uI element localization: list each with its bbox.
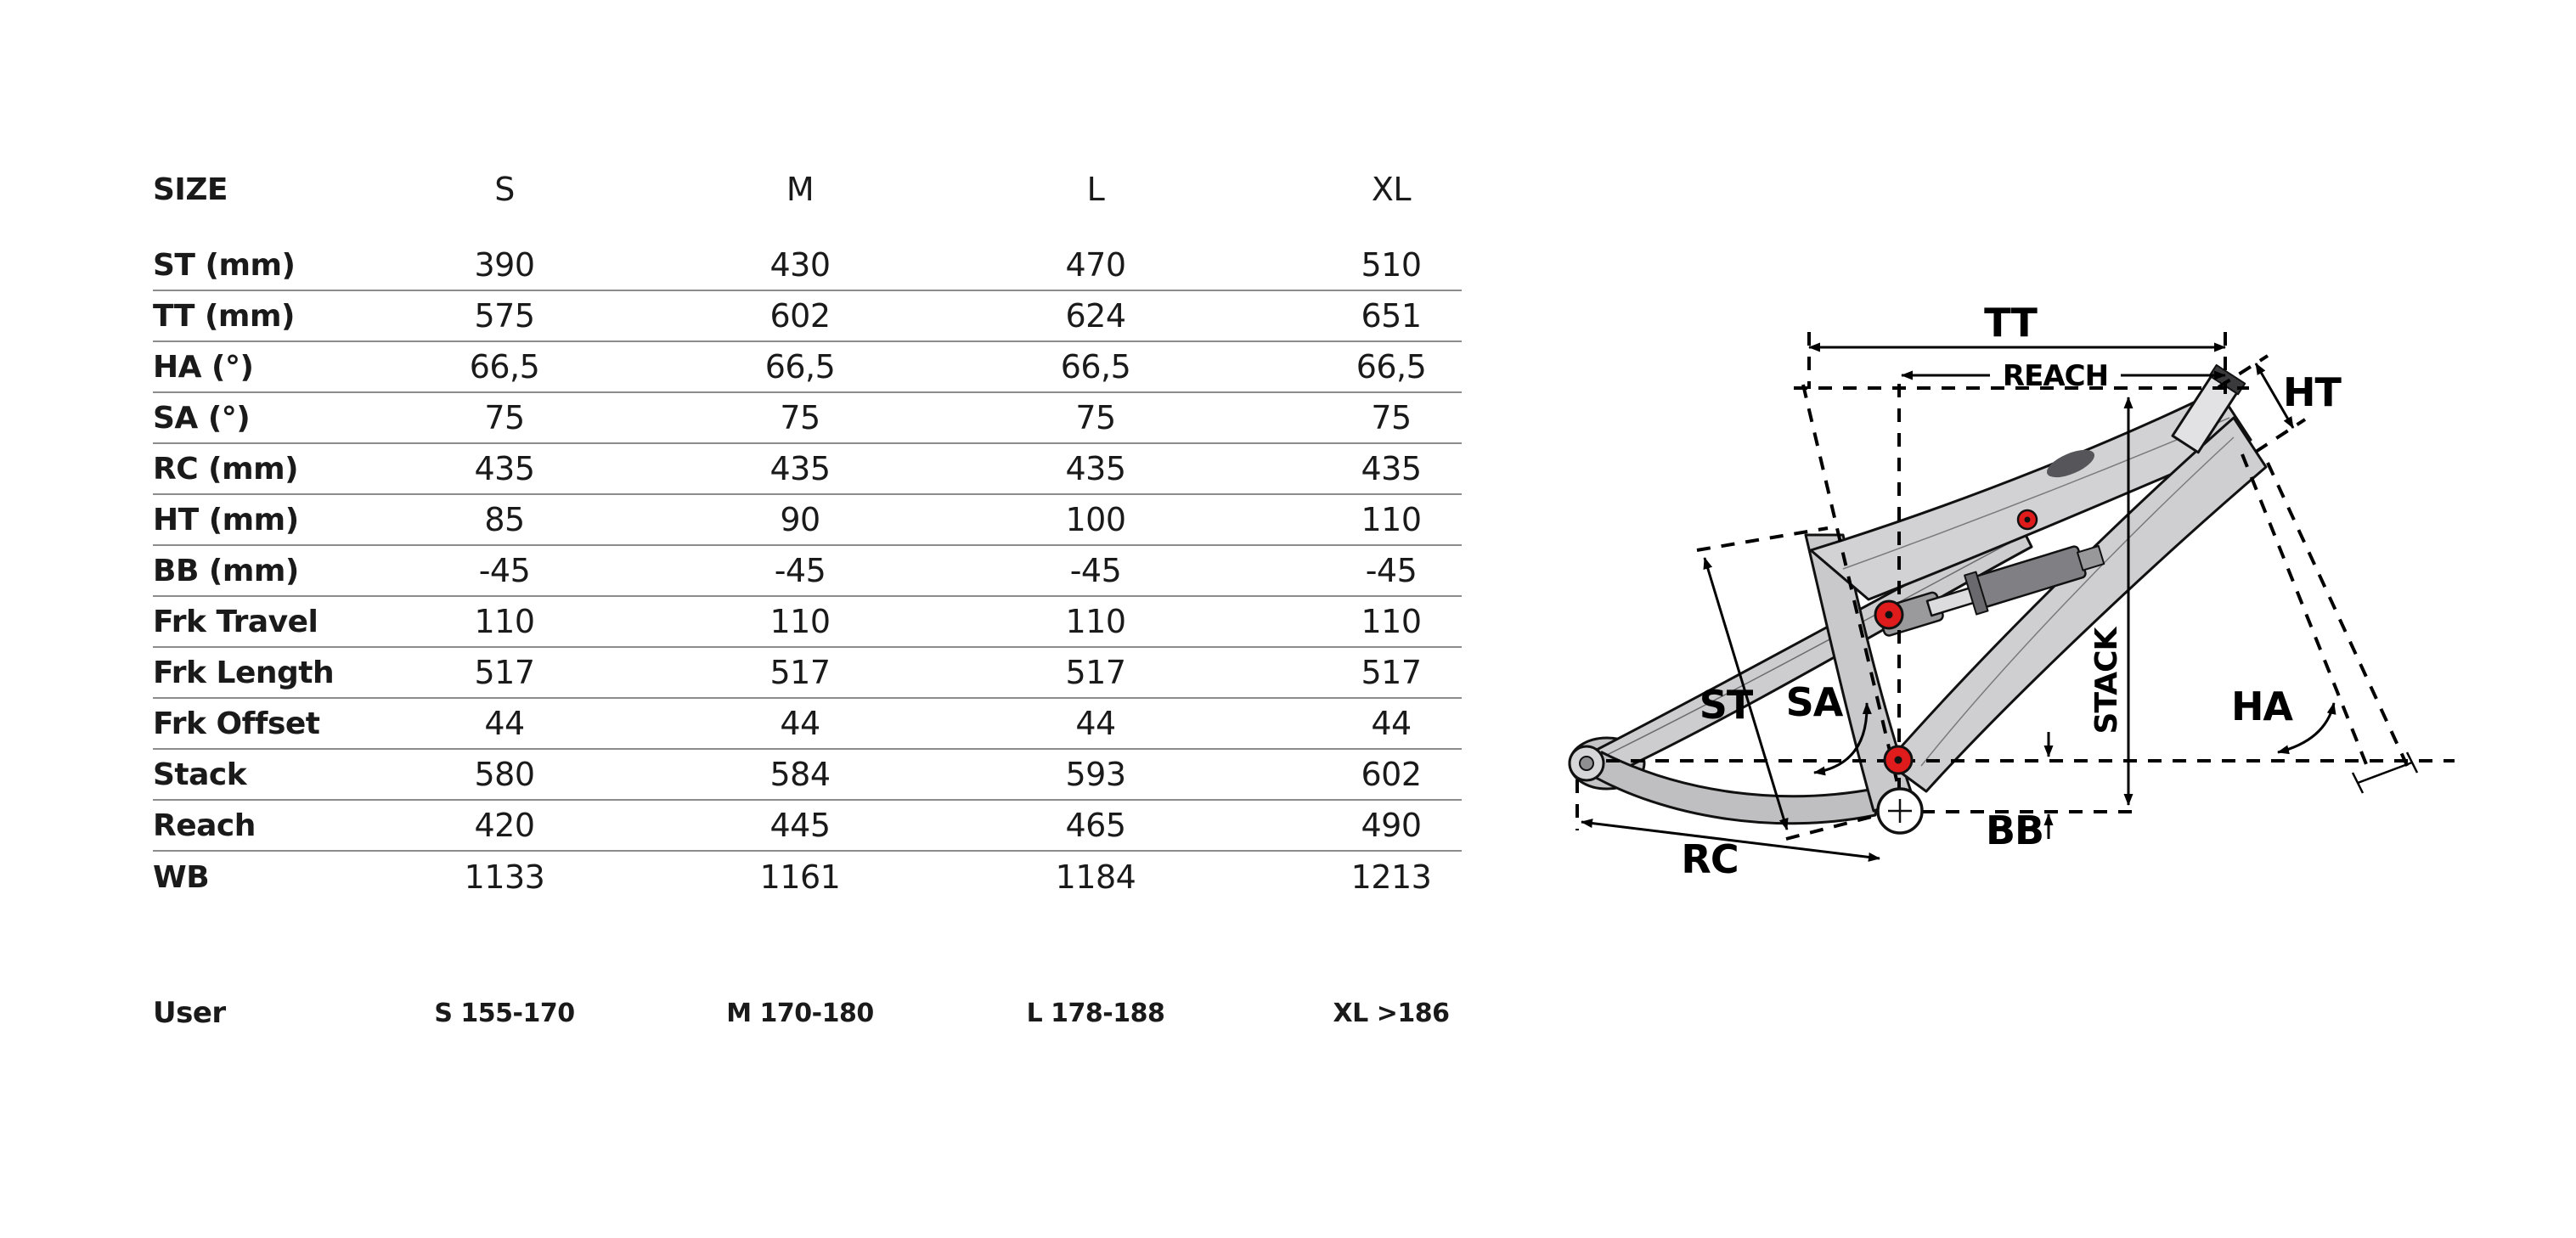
cell-xl: 490 — [1361, 807, 1422, 844]
cell-l: 465 — [1065, 807, 1126, 844]
table-row — [153, 648, 1462, 699]
col-header-xl: XL — [1371, 171, 1412, 208]
cell-s: 44 — [484, 705, 525, 742]
cell-s: 580 — [474, 756, 535, 793]
ht-label: HT — [2283, 369, 2341, 415]
cell-m: 1161 — [759, 858, 841, 896]
table-row — [153, 393, 1462, 444]
table-row — [153, 546, 1462, 597]
sa-label: SA — [1785, 679, 1843, 725]
cell-s: 110 — [474, 603, 535, 640]
table-row — [153, 291, 1462, 342]
tt-label: TT — [1984, 300, 2037, 346]
user-size-row — [153, 988, 1462, 1038]
cell-s: 517 — [474, 654, 535, 691]
cell-xl: 66,5 — [1356, 348, 1427, 385]
rc-label: RC — [1681, 836, 1739, 882]
cell-m: 110 — [769, 603, 831, 640]
table-row — [153, 699, 1462, 750]
cell-l: 100 — [1065, 501, 1126, 538]
cell-xl: -45 — [1365, 552, 1418, 589]
col-header-s: S — [494, 171, 515, 208]
cell-s: -45 — [478, 552, 531, 589]
cell-m: -45 — [774, 552, 826, 589]
table-row — [153, 444, 1462, 495]
cell-xl: 44 — [1371, 705, 1412, 742]
cell-l: 75 — [1075, 399, 1116, 436]
stack-label: STACK — [2089, 627, 2124, 734]
cell-s: 435 — [474, 450, 535, 487]
frame-illustration — [1570, 365, 2266, 824]
table-row — [153, 852, 1462, 903]
cell-xl: 435 — [1361, 450, 1422, 487]
cell-m: 602 — [769, 297, 831, 335]
cell-m: 75 — [780, 399, 820, 436]
row-label: Frk Length — [153, 655, 335, 690]
table-row — [153, 801, 1462, 852]
cell-xl: 517 — [1361, 654, 1422, 691]
cell-s: 575 — [474, 297, 535, 335]
table-row — [153, 750, 1462, 801]
cell-s: 66,5 — [469, 348, 540, 385]
row-label: HT (mm) — [153, 502, 299, 537]
cell-m: 44 — [780, 705, 820, 742]
bb-label: BB — [1985, 808, 2044, 853]
cell-l: 110 — [1065, 603, 1126, 640]
cell-l: 593 — [1065, 756, 1126, 793]
cell-xl: 510 — [1361, 246, 1422, 284]
cell-s: 1133 — [464, 858, 545, 896]
cell-m: 517 — [769, 654, 831, 691]
row-label: Stack — [153, 757, 247, 792]
cell-l: 470 — [1065, 246, 1126, 284]
user-row-label: User — [153, 996, 226, 1030]
row-label: Frk Offset — [153, 706, 320, 741]
user-size-l: L 178-188 — [1026, 998, 1165, 1028]
reach-label: REACH — [2002, 359, 2109, 393]
user-size-s: S 155-170 — [434, 998, 575, 1028]
cell-m: 66,5 — [764, 348, 836, 385]
geometry-table — [153, 161, 1462, 1038]
cell-l: 44 — [1075, 705, 1116, 742]
col-header-m: M — [786, 171, 815, 208]
geometry-rows — [153, 240, 1462, 903]
row-label: SA (°) — [153, 400, 251, 436]
size-header: SIZE — [153, 172, 228, 207]
table-header-row — [153, 161, 1462, 217]
row-label: BB (mm) — [153, 553, 299, 588]
table-row — [153, 240, 1462, 291]
cell-xl: 602 — [1361, 756, 1422, 793]
cell-xl: 75 — [1371, 399, 1412, 436]
cell-l: 624 — [1065, 297, 1126, 335]
cell-l: 517 — [1065, 654, 1126, 691]
cell-l: -45 — [1069, 552, 1122, 589]
cell-l: 66,5 — [1060, 348, 1131, 385]
cell-xl: 110 — [1361, 603, 1422, 640]
cell-m: 435 — [769, 450, 831, 487]
cell-m: 445 — [769, 807, 831, 844]
user-size-xl: XL >186 — [1333, 998, 1450, 1028]
table-row — [153, 597, 1462, 648]
cell-xl: 651 — [1361, 297, 1422, 335]
cell-s: 75 — [484, 399, 525, 436]
table-row — [153, 495, 1462, 546]
cell-m: 584 — [769, 756, 831, 793]
row-label: WB — [153, 859, 210, 895]
cell-l: 1184 — [1055, 858, 1136, 896]
cell-xl: 110 — [1361, 501, 1422, 538]
user-size-m: M 170-180 — [726, 998, 874, 1028]
row-label: RC (mm) — [153, 451, 299, 487]
row-label: HA (°) — [153, 349, 254, 385]
ha-label: HA — [2230, 684, 2293, 729]
col-header-l: L — [1086, 171, 1105, 208]
table-row — [153, 342, 1462, 393]
cell-s: 420 — [474, 807, 535, 844]
cell-m: 430 — [769, 246, 831, 284]
row-label: ST (mm) — [153, 247, 296, 283]
row-label: Frk Travel — [153, 604, 318, 639]
cell-xl: 1213 — [1350, 858, 1432, 896]
cell-m: 90 — [780, 501, 820, 538]
cell-s: 390 — [474, 246, 535, 284]
st-label: ST — [1699, 682, 1753, 728]
row-label: TT (mm) — [153, 298, 295, 334]
cell-s: 85 — [484, 501, 525, 538]
row-label: Reach — [153, 808, 256, 843]
cell-l: 435 — [1065, 450, 1126, 487]
